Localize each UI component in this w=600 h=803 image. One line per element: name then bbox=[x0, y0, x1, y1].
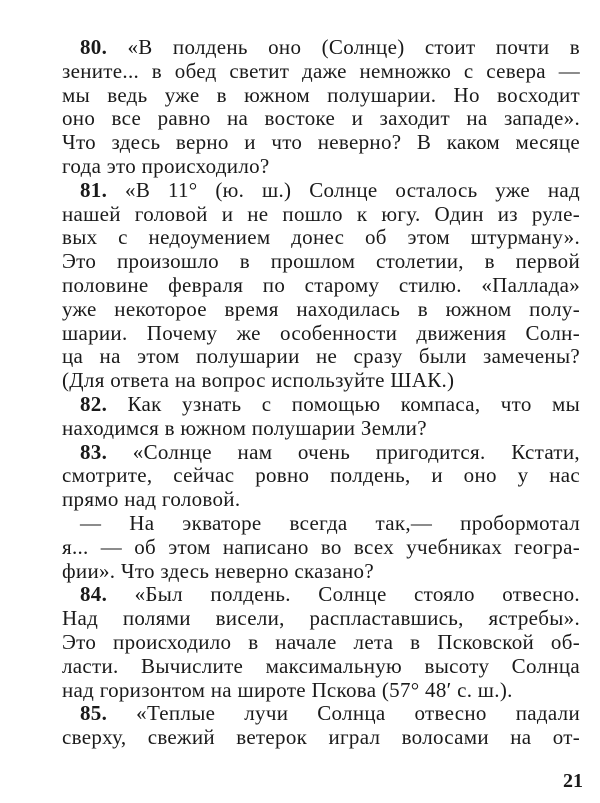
line-text: Это происходило в начале лета в Псковской об- bbox=[62, 629, 580, 654]
text-line bbox=[62, 726, 580, 750]
text-line bbox=[62, 369, 580, 393]
text-line bbox=[62, 322, 580, 346]
line-text: «В 11° (ю. ш.) Солнце осталось уже над bbox=[125, 177, 580, 202]
text-line bbox=[62, 226, 580, 250]
text-line bbox=[62, 607, 580, 631]
line-text: «Теплые лучи Солнца отвесно падали bbox=[136, 701, 580, 726]
line-text: Это произошло в прошлом столетии, в первой bbox=[62, 249, 580, 274]
text-line bbox=[62, 84, 580, 108]
problem-82 bbox=[62, 393, 580, 441]
line-text: (Для ответа на вопрос используйте ШАК.) bbox=[62, 368, 455, 393]
line-text: фии». Что здесь неверно сказано? bbox=[62, 558, 374, 583]
line-text: находимся в южном полушарии Земли? bbox=[62, 415, 427, 440]
text-line bbox=[62, 345, 580, 369]
text-line bbox=[62, 107, 580, 131]
text-line bbox=[62, 702, 580, 726]
line-text: Над полями висели, распластавшись, ястребы». bbox=[62, 606, 580, 631]
problem-85 bbox=[62, 702, 580, 750]
document-page-text bbox=[62, 36, 580, 750]
problem-number: 80. bbox=[80, 35, 108, 59]
text-line bbox=[62, 274, 580, 298]
line-text: ца на этом полушарии не сразу были замечены? bbox=[62, 344, 580, 369]
line-text: года это происходило? bbox=[62, 153, 270, 178]
line-text: мы ведь уже в южном полушарии. Но восходит bbox=[62, 82, 580, 107]
line-text: я... — об этом написано во всех учебниках геогра- bbox=[62, 534, 580, 559]
text-line bbox=[62, 203, 580, 227]
text-line bbox=[62, 631, 580, 655]
problem-continuation bbox=[62, 512, 580, 583]
text-line bbox=[62, 488, 580, 512]
line-text: «В полдень оно (Солнце) стоит почти в bbox=[127, 35, 580, 59]
line-text: Что здесь верно и что неверно? В каком месяце bbox=[62, 130, 580, 155]
text-line bbox=[62, 250, 580, 274]
text-line bbox=[62, 464, 580, 488]
problem-number: 83. bbox=[80, 439, 108, 464]
text-line bbox=[62, 298, 580, 322]
text-line bbox=[62, 179, 580, 203]
line-text: прямо над головой. bbox=[62, 487, 241, 512]
line-text: «Был полдень. Солнце стояло отвесно. bbox=[134, 582, 580, 607]
line-text: сверху, свежий ветерок играл волосами на от- bbox=[62, 725, 580, 750]
text-line bbox=[62, 441, 580, 465]
text-line bbox=[62, 131, 580, 155]
line-text: оно все равно на востоке и заходит на западе». bbox=[62, 106, 580, 131]
problem-84 bbox=[62, 583, 580, 702]
line-text: — На экваторе всегда так,— пробормотал bbox=[80, 510, 580, 535]
line-text: шарии. Почему же особенности движения Солн- bbox=[62, 320, 580, 345]
text-line bbox=[62, 60, 580, 84]
problem-83 bbox=[62, 441, 580, 512]
text-line bbox=[62, 655, 580, 679]
problem-number: 84. bbox=[80, 582, 108, 607]
line-text: «Солнце нам очень пригодится. Кстати, bbox=[132, 439, 580, 464]
problem-81 bbox=[62, 179, 580, 393]
line-text: вых с недоумением донес об этом штурману». bbox=[62, 225, 580, 250]
text-line bbox=[62, 679, 580, 703]
text-line bbox=[62, 36, 580, 60]
text-line bbox=[62, 583, 580, 607]
line-text: зените... в обед светит даже немножко с севера — bbox=[62, 58, 580, 83]
line-text: половине февраля по старому стилю. «Паллада» bbox=[62, 272, 580, 297]
line-text: смотрите, сейчас ровно полдень, и оно у нас bbox=[62, 463, 580, 488]
line-text: уже некоторое время находилась в южном полу- bbox=[62, 296, 580, 321]
problem-number: 81. bbox=[80, 177, 108, 202]
problem-number: 85. bbox=[80, 701, 108, 726]
page-number: 21 bbox=[563, 770, 583, 792]
problem-80 bbox=[62, 36, 580, 179]
text-line bbox=[62, 512, 580, 536]
text-line bbox=[62, 560, 580, 584]
line-text: Как узнать с помощью компаса, что мы bbox=[127, 391, 580, 416]
text-line bbox=[62, 417, 580, 441]
line-text: над горизонтом на широте Пскова (57° 48′ с. ш.). bbox=[62, 677, 513, 702]
line-text: ласти. Вычислите максимальную высоту Солнца bbox=[62, 653, 580, 678]
text-line bbox=[62, 536, 580, 560]
text-line bbox=[62, 155, 580, 179]
line-text: нашей головой и не пошло к югу. Один из руле- bbox=[62, 201, 580, 226]
text-line bbox=[62, 393, 580, 417]
problem-number: 82. bbox=[80, 391, 108, 416]
